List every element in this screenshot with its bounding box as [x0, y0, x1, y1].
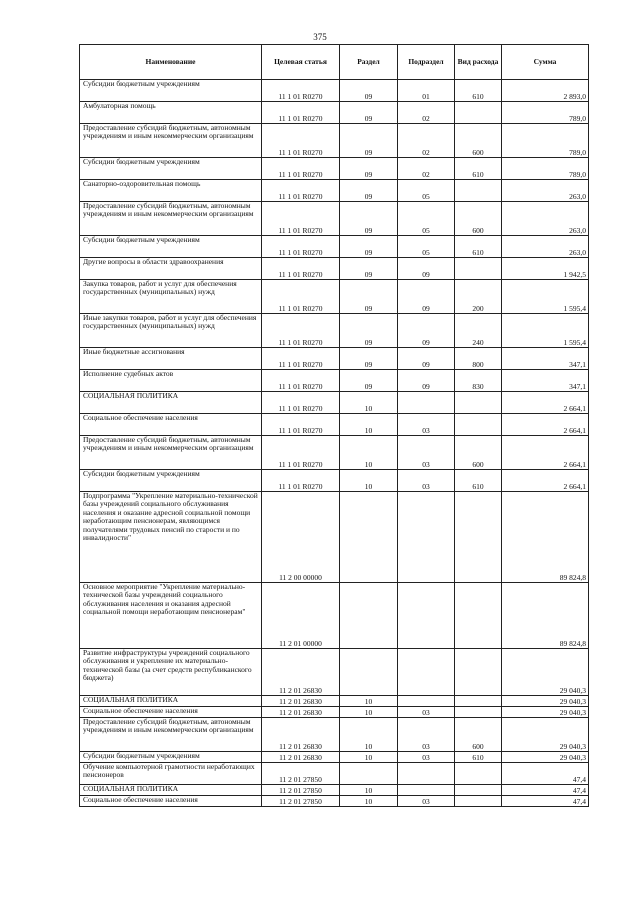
cell-section: 09	[340, 348, 398, 370]
cell-expense-type	[455, 763, 502, 785]
table-row	[80, 785, 589, 796]
cell-subsection: 03	[398, 752, 455, 763]
cell-target: 11 1 01 R0270	[262, 102, 340, 124]
cell-section: 09	[340, 102, 398, 124]
cell-subsection: 05	[398, 202, 455, 236]
table-row	[80, 718, 589, 752]
cell-subsection: 09	[398, 280, 455, 314]
cell-amount: 347,1	[502, 348, 589, 370]
cell-subsection: 03	[398, 436, 455, 470]
cell-name: Санаторно-оздоровительная помощь	[80, 180, 262, 202]
cell-amount: 2 664,1	[502, 414, 589, 436]
cell-name: Исполнение судебных актов	[80, 370, 262, 392]
cell-section	[340, 492, 398, 583]
table-row	[80, 752, 589, 763]
cell-subsection: 03	[398, 414, 455, 436]
cell-expense-type: 800	[455, 348, 502, 370]
cell-name: СОЦИАЛЬНАЯ ПОЛИТИКА	[80, 785, 262, 796]
cell-amount: 263,0	[502, 236, 589, 258]
cell-section: 10	[340, 696, 398, 707]
cell-target: 11 1 01 R0270	[262, 370, 340, 392]
cell-name: Иные закупки товаров, работ и услуг для обеспечения государственных (муниципальных) нужд	[80, 314, 262, 348]
cell-target: 11 1 01 R0270	[262, 80, 340, 102]
cell-expense-type	[455, 180, 502, 202]
cell-name: Социальное обеспечение населения	[80, 414, 262, 436]
cell-section	[340, 763, 398, 785]
cell-expense-type	[455, 696, 502, 707]
table-row	[80, 583, 589, 649]
cell-section: 10	[340, 718, 398, 752]
cell-section: 10	[340, 796, 398, 807]
cell-target: 11 2 01 26830	[262, 752, 340, 763]
table-row	[80, 348, 589, 370]
cell-target: 11 2 01 26830	[262, 696, 340, 707]
cell-name: Субсидии бюджетным учреждениям	[80, 158, 262, 180]
cell-target: 11 1 01 R0270	[262, 280, 340, 314]
cell-subsection: 09	[398, 370, 455, 392]
table-row	[80, 158, 589, 180]
table-row	[80, 314, 589, 348]
table-row	[80, 258, 589, 280]
table-row	[80, 696, 589, 707]
table-row	[80, 202, 589, 236]
cell-name: СОЦИАЛЬНАЯ ПОЛИТИКА	[80, 392, 262, 414]
cell-target: 11 1 01 R0270	[262, 392, 340, 414]
cell-expense-type	[455, 414, 502, 436]
cell-name: Амбулаторная помощь	[80, 102, 262, 124]
cell-target: 11 2 01 27850	[262, 763, 340, 785]
cell-expense-type	[455, 796, 502, 807]
cell-target: 11 1 01 R0270	[262, 258, 340, 280]
cell-target: 11 2 00 00000	[262, 492, 340, 583]
cell-expense-type	[455, 492, 502, 583]
cell-expense-type: 830	[455, 370, 502, 392]
header-section: Раздел	[340, 45, 398, 80]
cell-expense-type	[455, 392, 502, 414]
table-row	[80, 370, 589, 392]
cell-name: Субсидии бюджетным учреждениям	[80, 752, 262, 763]
cell-target: 11 1 01 R0270	[262, 414, 340, 436]
cell-section: 10	[340, 414, 398, 436]
cell-section: 09	[340, 280, 398, 314]
cell-subsection: 09	[398, 314, 455, 348]
cell-amount: 2 664,1	[502, 436, 589, 470]
cell-section	[340, 649, 398, 696]
cell-section: 10	[340, 392, 398, 414]
cell-amount: 29 040,3	[502, 707, 589, 718]
cell-expense-type: 240	[455, 314, 502, 348]
cell-amount: 29 040,3	[502, 649, 589, 696]
cell-name: Социальное обеспечение населения	[80, 707, 262, 718]
cell-amount: 29 040,3	[502, 718, 589, 752]
cell-expense-type: 200	[455, 280, 502, 314]
table-row	[80, 436, 589, 470]
cell-target: 11 1 01 R0270	[262, 348, 340, 370]
cell-target: 11 2 01 27850	[262, 785, 340, 796]
cell-amount: 1 595,4	[502, 314, 589, 348]
budget-table	[79, 44, 589, 807]
cell-name: Обучение компьютерной грамотности неработающих пенсионеров	[80, 763, 262, 785]
header-subsection: Подраздел	[398, 45, 455, 80]
cell-expense-type	[455, 649, 502, 696]
cell-subsection: 01	[398, 80, 455, 102]
cell-amount: 789,0	[502, 102, 589, 124]
cell-amount: 1 942,5	[502, 258, 589, 280]
table-row	[80, 124, 589, 158]
cell-amount: 347,1	[502, 370, 589, 392]
cell-subsection: 05	[398, 236, 455, 258]
cell-section: 10	[340, 707, 398, 718]
cell-target: 11 1 01 R0270	[262, 124, 340, 158]
cell-section: 09	[340, 202, 398, 236]
cell-section: 09	[340, 124, 398, 158]
table-row	[80, 649, 589, 696]
cell-amount: 2 664,1	[502, 470, 589, 492]
cell-name: Субсидии бюджетным учреждениям	[80, 470, 262, 492]
cell-amount: 263,0	[502, 202, 589, 236]
cell-name: Социальное обеспечение населения	[80, 796, 262, 807]
cell-subsection: 03	[398, 470, 455, 492]
header-name: Наименование	[80, 45, 262, 80]
cell-expense-type: 610	[455, 470, 502, 492]
cell-section	[340, 583, 398, 649]
cell-expense-type	[455, 102, 502, 124]
cell-amount: 789,0	[502, 124, 589, 158]
header-amount: Сумма	[502, 45, 589, 80]
cell-subsection: 05	[398, 180, 455, 202]
header-target: Целевая статья	[262, 45, 340, 80]
cell-expense-type: 610	[455, 80, 502, 102]
cell-name: Предоставление субсидий бюджетным, автономным учреждениям и иным некоммерческим организациям	[80, 202, 262, 236]
cell-amount: 2 664,1	[502, 392, 589, 414]
cell-section: 10	[340, 785, 398, 796]
cell-subsection	[398, 696, 455, 707]
cell-section: 09	[340, 236, 398, 258]
table-row	[80, 763, 589, 785]
cell-amount: 29 040,3	[502, 752, 589, 763]
cell-subsection: 03	[398, 796, 455, 807]
cell-name: Субсидии бюджетным учреждениям	[80, 236, 262, 258]
cell-subsection: 09	[398, 258, 455, 280]
cell-section: 10	[340, 752, 398, 763]
cell-name: Основное мероприятие "Укрепление материально-технической базы учреждений социального обслуживания населения и оказания адресной социальной помощи неработающим пенсионерам"	[80, 583, 262, 649]
cell-name: Предоставление субсидий бюджетным, автономным учреждениям и иным некоммерческим организациям	[80, 124, 262, 158]
cell-section: 09	[340, 180, 398, 202]
cell-expense-type	[455, 583, 502, 649]
cell-section: 10	[340, 470, 398, 492]
cell-expense-type: 600	[455, 436, 502, 470]
cell-amount: 1 595,4	[502, 280, 589, 314]
cell-expense-type: 610	[455, 752, 502, 763]
page-number: 375	[313, 32, 327, 42]
cell-target: 11 1 01 R0270	[262, 180, 340, 202]
cell-expense-type: 610	[455, 236, 502, 258]
cell-expense-type: 610	[455, 158, 502, 180]
cell-section: 09	[340, 370, 398, 392]
table-row	[80, 236, 589, 258]
cell-name: СОЦИАЛЬНАЯ ПОЛИТИКА	[80, 696, 262, 707]
cell-section: 09	[340, 258, 398, 280]
cell-expense-type	[455, 707, 502, 718]
cell-expense-type: 600	[455, 202, 502, 236]
cell-target: 11 1 01 R0270	[262, 470, 340, 492]
table-header-row	[80, 45, 589, 80]
cell-subsection: 02	[398, 102, 455, 124]
cell-target: 11 2 01 26830	[262, 718, 340, 752]
table-row	[80, 414, 589, 436]
cell-expense-type: 600	[455, 718, 502, 752]
cell-name: Иные бюджетные ассигнования	[80, 348, 262, 370]
cell-subsection: 02	[398, 124, 455, 158]
cell-name: Предоставление субсидий бюджетным, автономным учреждениям и иным некоммерческим организациям	[80, 436, 262, 470]
table-row	[80, 180, 589, 202]
cell-target: 11 1 01 R0270	[262, 436, 340, 470]
table-row	[80, 492, 589, 583]
table-row	[80, 80, 589, 102]
cell-subsection	[398, 583, 455, 649]
cell-subsection	[398, 392, 455, 414]
cell-subsection	[398, 649, 455, 696]
cell-name: Субсидии бюджетным учреждениям	[80, 80, 262, 102]
cell-subsection: 03	[398, 707, 455, 718]
cell-subsection: 02	[398, 158, 455, 180]
cell-target: 11 2 01 27850	[262, 796, 340, 807]
cell-target: 11 1 01 R0270	[262, 236, 340, 258]
cell-amount: 29 040,3	[502, 696, 589, 707]
table-row	[80, 392, 589, 414]
cell-expense-type: 600	[455, 124, 502, 158]
cell-target: 11 1 01 R0270	[262, 202, 340, 236]
header-expense-type: Вид расхода	[455, 45, 502, 80]
cell-target: 11 2 01 26830	[262, 707, 340, 718]
cell-subsection	[398, 492, 455, 583]
cell-section: 09	[340, 314, 398, 348]
cell-section: 09	[340, 158, 398, 180]
cell-name: Другие вопросы в области здравоохранения	[80, 258, 262, 280]
cell-subsection	[398, 763, 455, 785]
cell-amount: 789,0	[502, 158, 589, 180]
cell-section: 10	[340, 436, 398, 470]
cell-name: Развитие инфраструктуры учреждений социального обслуживания и укрепление их материально- технической базы (за счет средств республиканского бюджета)	[80, 649, 262, 696]
cell-target: 11 1 01 R0270	[262, 314, 340, 348]
table-row	[80, 470, 589, 492]
table-row	[80, 796, 589, 807]
table-row	[80, 707, 589, 718]
table-row	[80, 280, 589, 314]
cell-amount: 47,4	[502, 763, 589, 785]
table-row	[80, 102, 589, 124]
cell-subsection: 03	[398, 718, 455, 752]
cell-section: 09	[340, 80, 398, 102]
cell-amount: 89 824,8	[502, 583, 589, 649]
cell-target: 11 1 01 R0270	[262, 158, 340, 180]
cell-target: 11 2 01 00000	[262, 583, 340, 649]
cell-amount: 47,4	[502, 796, 589, 807]
cell-expense-type	[455, 785, 502, 796]
cell-name: Предоставление субсидий бюджетным, автономным учреждениям и иным некоммерческим организациям	[80, 718, 262, 752]
cell-amount: 263,0	[502, 180, 589, 202]
cell-target: 11 2 01 26830	[262, 649, 340, 696]
cell-amount: 47,4	[502, 785, 589, 796]
cell-name: Подпрограмма "Укрепление материально-технической базы учреждений социального обслуживания населения и оказание адресной социальной помощи неработающим пенсионерам, являющимся получателями трудовых пенсий по старости и по инвалидности"	[80, 492, 262, 583]
cell-subsection: 09	[398, 348, 455, 370]
cell-amount: 2 893,0	[502, 80, 589, 102]
cell-amount: 89 824,8	[502, 492, 589, 583]
cell-subsection	[398, 785, 455, 796]
cell-name: Закупка товаров, работ и услуг для обеспечения государственных (муниципальных) нужд	[80, 280, 262, 314]
cell-expense-type	[455, 258, 502, 280]
